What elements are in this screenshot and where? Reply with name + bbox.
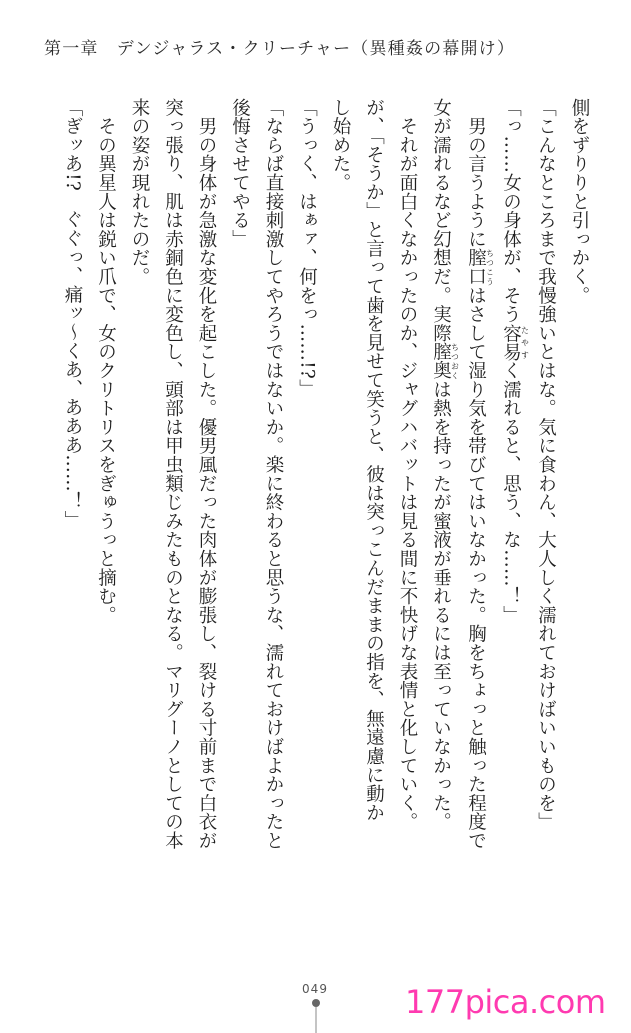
chapter-header: 第一章 デンジャラス・クリーチャー（異種姦の幕開け） [44, 39, 516, 59]
text-line: 側をずりりと引っかく。 [569, 98, 590, 305]
text-line: 突っ張り、肌は赤銅色に変色し、頭部は甲虫類じみたものとなる。マリグーノとしての本 [162, 98, 184, 850]
text-line: それが面白くなかったのか、ジャグハバットは見る間に不快げな表情と化していく。 [397, 98, 418, 832]
page-number: 049 [302, 982, 328, 996]
text-line: 「こんなところまで我慢強いとはな。気に食わん、大人しく濡れておけばいいものを」 [535, 98, 557, 832]
ruby-chitsukou: 膣口 ちつこう [465, 248, 495, 287]
text-line: 「ならば直接刺激してやろうではないか。楽に終わると思うな、濡れておけばよかったと [263, 98, 284, 850]
text-line: 男の言うように膣口 ちつこうはさして湿り気を帯びてはいなかった。胸をちょっと触った程度で [465, 98, 495, 851]
text-line: 後悔させてやる」 [229, 98, 251, 249]
watermark: 177pica.com [405, 983, 606, 1021]
ruby-tayasu: 容易 たやす [500, 323, 530, 362]
text-line: 「っ……女の身体が、そう容易 たやすく濡れると、思う、な……！」 [500, 98, 530, 625]
text-line: 男の身体が急激な変化を起こした。優男風だった肉体が膨張し、裂ける寸前まで白衣が [196, 98, 217, 850]
text-line: 女が濡れるなど幻想だ。実際膣奥 ちつおくは熱を持ったが蜜液が垂れるには至っていなかった。 [430, 98, 460, 832]
text-line: 「ぎッあ!? ぐぐっ、痛ッ～くあ、あああ……！」 [62, 98, 83, 530]
text-line: し始めた。 [330, 98, 351, 192]
text-line: 「うっく、はぁァ、何をっ……!?」 [296, 98, 318, 398]
page-marker-icon [310, 998, 322, 1033]
ruby-chitsuoku: 膣奥 ちつおく [430, 342, 460, 381]
text-line: その異星人は鋭い爪で、女のクリトリスをぎゅうっと摘む。 [95, 98, 117, 625]
text-line: が、「そうか」と言って歯を見せて笑うと、彼は突っこんだままの指を、無遠慮に動か [363, 98, 385, 822]
text-line: 来の姿が現れたのだ。 [129, 98, 150, 286]
body-text [56, 98, 597, 953]
